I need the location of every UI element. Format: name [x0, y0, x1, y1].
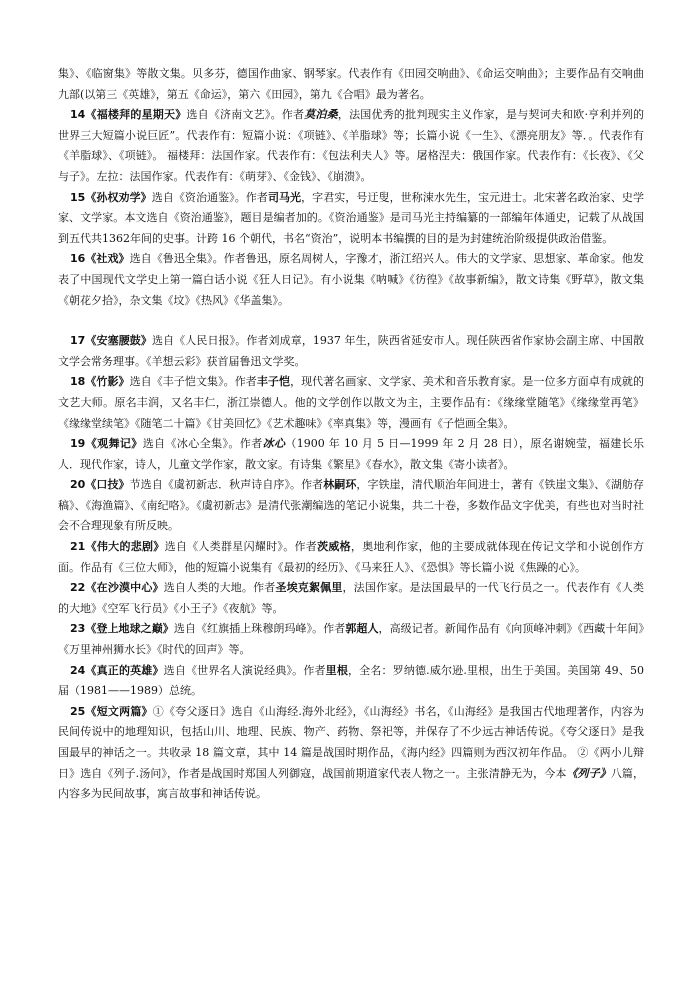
paragraph-p19 [58, 434, 644, 475]
paragraph-p24 [58, 661, 644, 702]
emphasis-text: 19《观舞记》 [70, 437, 143, 451]
emphasis-text: 18《竹影》 [70, 375, 130, 389]
paragraph-p23 [58, 619, 644, 660]
emphasis-text: 里根 [325, 663, 349, 677]
body-text: 选自《丰子恺文集》。作者 [129, 375, 257, 389]
emphasis-text: 17《安塞腰鼓》 [70, 334, 152, 348]
paragraph-p22 [58, 578, 644, 619]
emphasis-text: 郭超人 [345, 622, 379, 636]
emphasis-text: 冰心 [262, 437, 286, 451]
body-text: ，现代著名画家、文学家、美术和音乐教育家。是一位多方面卓有成就的文艺大师。原名丰润，又名丰仁，浙江崇德人。他的文学创作以散文为主，主要作品有：《缘缘堂随笔》《缘缘堂再笔》《缘缘堂续笔》《随笔二十篇》《甘美回忆》《艺术趣味》《率真集》等，漫画有《子恺画全集》。 [58, 375, 644, 430]
body-text: 选自《鲁迅全集》。作者鲁迅，原名周树人，字豫才，浙江绍兴人。伟大的文学家、思想家、革命家。他发表了中国现代文学史上第一篇白话小说《狂人日记》。有小说集《呐喊》《彷徨》《故事新编》，散文诗集《野草》，散文集《朝花夕拾》，杂文集《坟》《热风》《华盖集》。 [58, 252, 644, 307]
emphasis-text: 圣埃克絮佩里 [275, 581, 343, 595]
paragraph-p13-tail [58, 64, 644, 105]
body-text: 选自《人类群星闪耀时》。作者 [164, 540, 318, 554]
body-text: （1900 年 10 月 5 日—1999 年 2 月 28 日），原名谢婉莹，福建长乐人．现代作家，诗人，儿童文学作家，散文家。有诗集《繁星》《春水》，散文集《寄小读者》。 [58, 437, 645, 471]
paragraph-p21 [58, 537, 644, 578]
emphasis-text: 24《真正的英雄》 [70, 663, 164, 677]
body-text: 选自《冰心全集》。作者 [142, 437, 263, 451]
body-text: 选自《济南文艺》。作者 [186, 108, 305, 122]
paragraph-p17 [58, 331, 644, 372]
emphasis-text: 20《口技》 [70, 478, 130, 492]
body-text: 选自《资治通鉴》。作者 [151, 190, 268, 204]
body-text: 选自人类的大地。作者 [163, 581, 276, 595]
emphasis-text: 22《在沙漠中心》 [70, 581, 164, 595]
body-text: ，奥地利作家，他的主要成就体现在传记文学和小说创作方面。作品有《三位大师》，他的短篇小说集有《最初的经历》、《马来狂人》、《恐惧》等长篇小说《焦躁的心》。 [58, 540, 645, 574]
body-text: ，法国优秀的批判现实主义作家，是与契诃夫和欧·亨利并列的世界三大短篇小说巨匠”。代表作有：短篇小说：《项链》、《羊脂球》等；长篇小说《一生》、《漂亮朋友》等．。代表作有《羊脂球》、《项链》。 福楼拜：法国作家。代表作有：《包法利夫人》等。屠格涅夫：俄国作家。代表作有：《长夜》、《父与子》。左拉：法国作家。代表作有：《萌芽》、《金钱》、《崩溃》。 [58, 108, 645, 183]
body-text: ，字铁崖，清代顺治年间进士，著有《铁崖文集》、《湖舫存稿》、《海渔篇》、《南纪咯》。《虞初新志》是清代张潮编选的笔记小说集，共二十卷，多数作品文字优美，有些也对当时社会不合理现象有所反映。 [58, 478, 645, 533]
body-text: ，字君实，号迂叟，世称涑水先生，宝元进士。北宋著名政治家、史学家、文学家。本文选自《资治通鉴》，题目是编者加的。《资治通鉴》是司马光主持编纂的一部编年体通史，记载了从战国到五代共1362年间的史事。计跨 16 个朝代，书名“资治”，说明本书编撰的目的是为封建统治阶级提供政治借鉴。 [58, 190, 644, 245]
emphasis-text: 司马光 [267, 190, 302, 204]
paragraph-p15 [58, 188, 644, 250]
emphasis-text: 林嗣环 [323, 478, 357, 492]
emphasis-text: 《列子》 [566, 766, 611, 780]
body-text: 选自《红旗插上珠穆朗玛峰》。作者 [173, 622, 346, 636]
emphasis-text: 16《社戏》 [70, 252, 130, 266]
emphasis-text: 25《短文两篇》 [70, 704, 153, 718]
emphasis-text: 15《孙权劝学》 [70, 190, 152, 204]
document-page [58, 64, 644, 805]
body-text: 八篇，内容多为民间故事，寓言故事和神话传说。 [58, 766, 645, 801]
body-text: 节选自《虞初新志．秋声诗自序》。作者 [129, 478, 324, 492]
body-text: 集》、《临窗集》等散文集。贝多芬，德国作曲家、钢琴家。代表作有《田园交响曲》、《命运交响曲》；主要作品有交响曲九部(以第三《英雄》，第五《命运》，第六《田园》，第九《合唱》最为著名。 [58, 67, 644, 101]
emphasis-text: 丰子恺 [256, 375, 291, 389]
emphasis-text: 14《福楼拜的星期天》 [70, 108, 187, 122]
body-text: ①《夸父逐日》选自《山海经.海外北经》，《山海经》书名，《山海经》是我国古代地理著作，内容为民间传说中的地理知识，包括山川、地理、民族、物产、药物、祭祀等，并保存了不少远古神话传说。《夸父逐日》是我国最早的神话之一。共收录 18 篇文章，其中 14 篇是战国时期作品，《海内经》四篇则为西汉初年作品。 ②《两小儿辩日》选自《列子.汤问》，作者是战国时郑国人列御寇，战国前期道家代表人物之一。主张清静无为，今本 [58, 704, 644, 780]
body-text: 选自《世界名人演说经典》。作者 [163, 663, 326, 677]
emphasis-text: 茨威格 [317, 540, 351, 554]
emphasis-text: 21《伟大的悲剧》 [70, 540, 165, 554]
body-text: 选自《人民日报》。作者刘成章，1937 年生，陕西省延安市人。现任陕西省作家协会副主席、中国散文学会常务理事。《羊想云彩》获首届鲁迅文学奖。 [58, 334, 644, 368]
body-text: ，全名：罗纳德.威尔逊.里根，出生于美国。美国第 49、50 届（1981——1989）总统。 [58, 663, 645, 698]
paragraph-p16 [58, 249, 644, 311]
emphasis-text: 23《登上地球之巅》 [70, 622, 174, 636]
emphasis-text: 莫泊桑 [304, 108, 338, 122]
paragraph-p18 [58, 372, 644, 434]
paragraph-p25 [58, 702, 644, 805]
paragraph-p20 [58, 475, 644, 537]
body-text: ，高级记者。新闻作品有《向顶峰冲刺》《西藏十年间》《万里神州狮水长》《时代的回声》等。 [58, 622, 645, 657]
body-text: ，法国作家。是法国最早的一代飞行员之一。代表作有《人类的大地》《空军飞行员》《小王子》《夜航》等。 [58, 581, 645, 615]
paragraph-p14 [58, 105, 644, 187]
